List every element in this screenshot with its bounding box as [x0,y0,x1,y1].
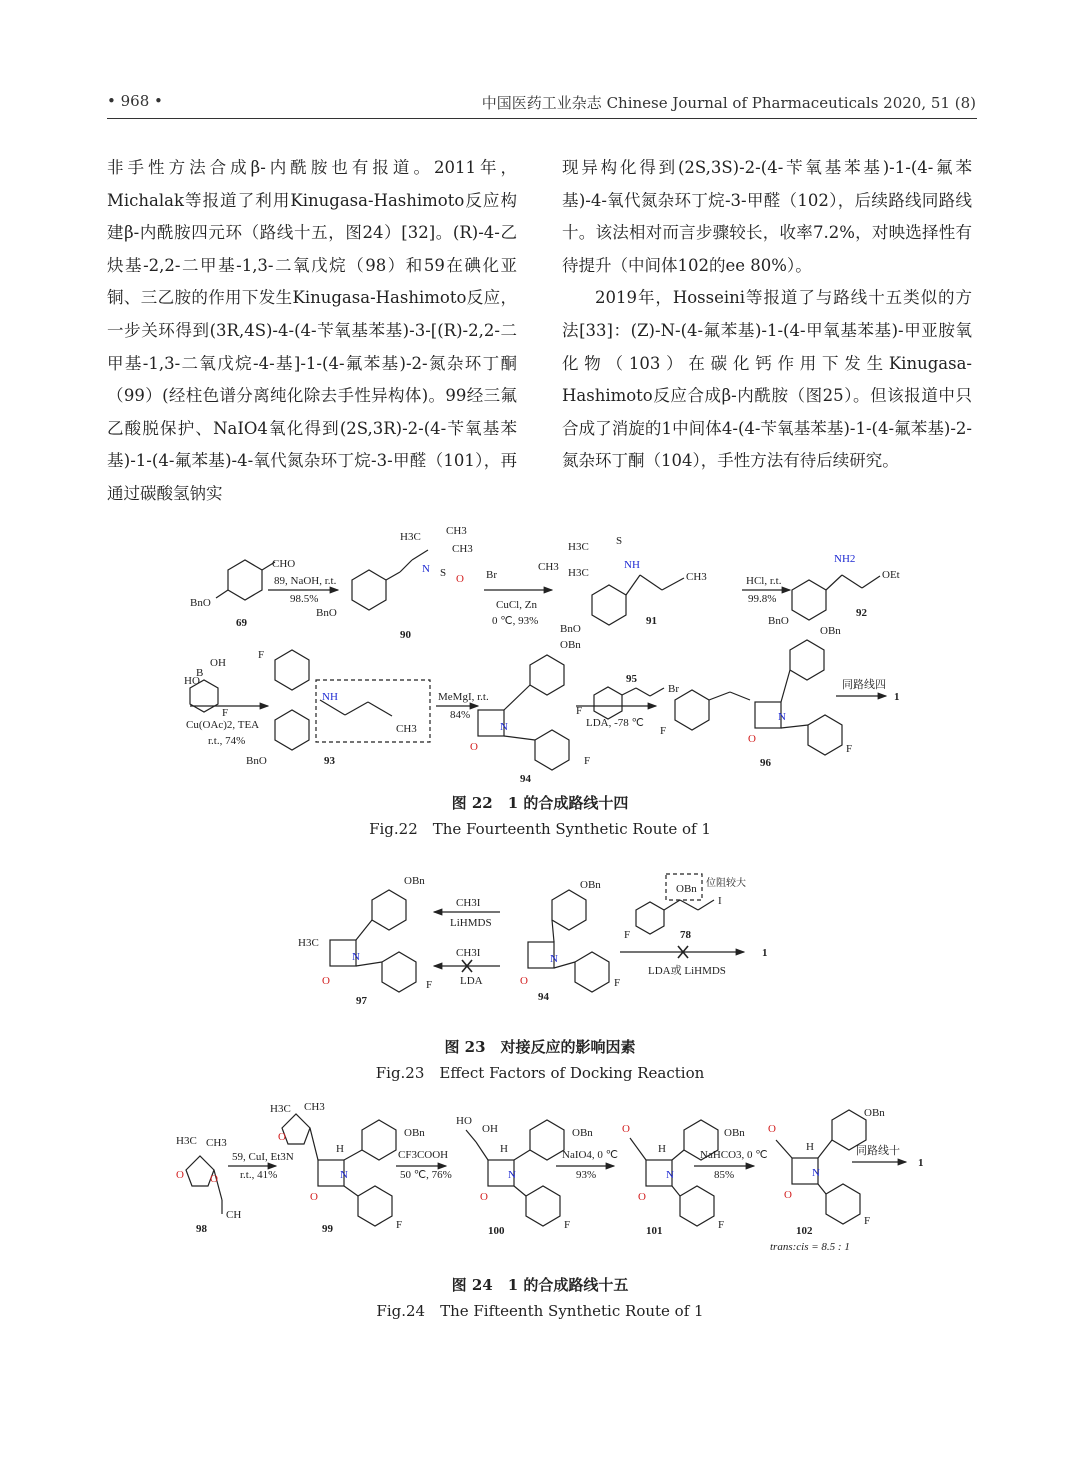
label-obn-99: OBn [404,1127,425,1139]
compound-95: 95 [626,673,637,685]
benzene-ring-94b [535,730,569,770]
fig23-caption-zh: 图 23 对接反应的影响因素 [444,1038,636,1056]
benzene-ring-78 [636,902,664,934]
compound-96: 96 [760,757,771,769]
label-obn-96: OBn [820,625,841,637]
label-h-99: H [336,1143,344,1155]
left-column [107,152,517,511]
label-obn-101: OBn [724,1127,745,1139]
label-b-boronic: B [196,667,204,679]
label-oh-100: OH [482,1123,498,1135]
label-ch3-99: CH3 [304,1101,325,1113]
compound-91: 91 [646,615,657,627]
label-ho-100: HO [456,1115,472,1127]
label-nh-91: NH [624,559,640,571]
steric-note: 位阻较大 [706,878,746,889]
reagent-lda-bot: LDA [460,975,483,987]
label-bno-90: BnO [316,607,337,619]
benzene-ring-96b [790,640,824,680]
label-o-102a: O [768,1123,776,1135]
reagent-69-top: 89, NaOH, r.t. [274,575,337,587]
reagent-100-top: NaIO4, 0 ℃ [562,1149,619,1161]
benzene-ring-94-fig23a [552,890,586,930]
benzene-ring-93b [275,710,309,750]
label-h-102: H [806,1141,814,1153]
fig24-caption-zh: 图 24 1 的合成路线十五 [451,1276,629,1294]
label-f-96b: F [846,743,853,755]
label-oet-92: OEt [882,569,900,581]
compound-94: 94 [520,773,531,785]
label-o-94-fig23: O [520,975,528,987]
label-f-94: F [584,755,591,767]
reagent-93-bot2: r.t., 74% [208,735,246,747]
label-nh2-92: NH2 [834,553,856,565]
label-f-boronic: F [222,707,229,719]
fig23-scheme [0,870,1080,1020]
label-o-100: O [480,1191,488,1203]
compound-100: 100 [488,1225,505,1237]
compound-1-fig24: 1 [918,1157,924,1169]
label-obn-94: OBn [560,639,581,651]
label-f-93: F [258,649,265,661]
compound-92: 92 [856,607,867,619]
fig22-caption-zh: 图 22 1 的合成路线十四 [451,794,629,812]
reagent-78-bot: LDA或 LiHMDS [648,965,726,977]
fig22-scheme [0,520,1080,790]
compound-1-fig22: 1 [894,691,900,703]
benzene-ring-100a [530,1120,564,1160]
compound-102: 102 [796,1225,813,1237]
benzene-ring-102a [832,1110,866,1150]
compound-69: 69 [236,617,247,629]
label-bno-92: BnO [768,615,789,627]
fig24-scheme [0,1100,1080,1260]
benzene-ring-93a [275,650,309,690]
label-o-101b: O [638,1191,646,1203]
benzene-ring-101b [680,1186,714,1226]
label-obn-100: OBn [572,1127,593,1139]
reagent-69-bot: 98.5% [290,593,319,605]
benzene-ring-97a [372,890,406,930]
label-n-100: N [508,1169,516,1181]
label-f-102: F [864,1215,871,1227]
benzene-ring-91 [592,585,626,625]
compound-93: 93 [324,755,335,767]
label-ch3-90b: CH3 [452,543,473,555]
compound-97: 97 [356,995,367,1007]
label-n-101: N [666,1169,674,1181]
label-o-94: O [470,741,478,753]
label-h3c-91b: H3C [568,567,589,579]
reagent-90-bot2: 0 ℃, 93% [492,615,539,627]
benzene-ring-92 [792,580,826,620]
page-number: • 968 • [107,92,163,110]
label-h3c-98: H3C [176,1135,197,1147]
right-column [562,152,972,478]
label-o-90: O [456,573,464,585]
label-o-98b: O [210,1173,218,1185]
label-h3c-97: H3C [298,937,319,949]
benzene-ring-102b [826,1184,860,1224]
reagent-lihmds-bot: LiHMDS [450,917,492,929]
label-h3c-90: H3C [400,531,421,543]
label-o-98a: O [176,1169,184,1181]
reagent-91-top: HCl, r.t. [746,575,782,587]
label-o-102b: O [784,1189,792,1201]
label-f-95: F [576,705,583,717]
label-obn-102: OBn [864,1107,885,1119]
label-f-96a: F [660,725,667,737]
label-br-95: Br [668,683,679,695]
reagent-94-top: MeMgI, r.t. [438,691,489,703]
reagent-91-bot: 99.8% [748,593,777,605]
label-o-101a: O [622,1123,630,1135]
label-h3c-99: H3C [270,1103,291,1115]
reagent-96-top: 同路线四 [842,679,886,691]
label-o-99: O [278,1131,286,1143]
label-n-96: N [778,711,786,723]
left-paragraph: 非手性方法合成β-内酰胺也有报道。2011年，Michalak等报道了利用Kinugasa-Hashimoto反应构建β-内酰胺四元环（路线十五，图24）[32]。(R)-4-乙炔基-2,2-二甲基-1,3-二氧戊烷（98）和59在碘化亚铜、三乙胺的作用下发生Kinugasa-Hashimoto反应，一步关环得到(3R,4S)-4-(4-苄氧基苯基)-3-[(R)-2,2-二甲基-1,3-二氧戊烷-4-基]-1-(4-氟苯基)-2-氮杂环丁酮（99）(经柱色谱分离纯化除去手性异构体)。99经三氟乙酸脱保护、NaIO4氧化得到(2S,3R)-2-(4-苄氧基苯基)-1-(4-氟苯基)-4-氧代氮杂环丁烷-3-甲醛（101），再通过碳酸氢钠实 [107,158,517,503]
label-n-102: N [812,1167,820,1179]
label-bno-91: BnO [560,623,581,635]
label-obn-97: OBn [404,875,425,887]
reagent-101-top: NaHCO3, 0 ℃ [700,1149,768,1161]
reagent-lihmds-top: CH3I [456,897,481,909]
label-n-90: N [422,563,430,575]
label-h-100: H [500,1143,508,1155]
right-paragraph-2: 2019年，Hosseini等报道了与路线十五类似的方法[33]：(Z)-N-(4-氟苯基)-1-(4-甲氧基苯基)-甲亚胺氧化物（103）在碳化钙作用下发生Kinugasa-Hashimoto反应合成β-内酰胺（图25）。但该报道中只合成了消旋的1中间体4-(4-苄氧基苯基)-1-(4-氟苯基)-2-氮杂环丁酮（104），手性方法有待后续研究。 [562,288,972,471]
label-f-100: F [564,1219,571,1231]
label-f-94-fig23: F [614,977,621,989]
reagent-102-top: 同路线十 [856,1145,900,1157]
fig24-caption-en: Fig.24 The Fifteenth Synthetic Route of 1 [376,1302,704,1320]
compound-78: 78 [680,929,691,941]
trans-cis-ratio: trans:cis = 8.5 : 1 [770,1241,850,1253]
benzene-ring-99b [358,1186,392,1226]
reagent-lda-top: CH3I [456,947,481,959]
compound-1-fig23: 1 [762,947,768,959]
label-o-97: O [322,975,330,987]
benzene-ring-96a [675,690,709,730]
reagent-98-top: 59, CuI, Et3N [232,1151,294,1163]
compound-98: 98 [196,1223,207,1235]
label-o-99b: O [310,1191,318,1203]
label-h3c-91a: H3C [568,541,589,553]
reagent-98-bot: r.t., 41% [240,1169,278,1181]
benzene-ring-69 [228,560,262,600]
label-cho: CHO [272,558,296,570]
compound-90: 90 [400,629,411,641]
right-paragraph-1: 现异构化得到(2S,3S)-2-(4-苄氧基苯基)-1-(4-氟苯基)-4-氧代氮杂环丁烷-3-甲醛（102），后续路线同路线十。该法相对而言步骤较长，收率7.2%，对映选择性有待提升（中间体102的ee 80%）。 [562,158,972,275]
label-n-94-fig23: N [550,953,558,965]
benzene-ring-94-fig23b [575,952,609,992]
label-s-91: S [616,535,623,547]
label-ch3-93: CH3 [396,723,417,735]
label-i-78: I [718,895,722,907]
reagent-100-bot: 93% [576,1169,597,1181]
label-f-99: F [396,1219,403,1231]
compound-101: 101 [646,1225,663,1237]
label-bno-93: BnO [246,755,267,767]
label-ch3-91: CH3 [686,571,707,583]
label-f-78: F [624,929,631,941]
compound-99: 99 [322,1223,333,1235]
label-o-96: O [748,733,756,745]
benzene-ring-99a [362,1120,396,1160]
benzene-ring-90 [352,570,386,610]
label-f-101: F [718,1219,725,1231]
label-oh-boronic: OH [210,657,226,669]
fig22-caption-en: Fig.22 The Fourteenth Synthetic Route of 1 [369,820,711,838]
label-f-97: F [426,979,433,991]
benzene-ring-100b [526,1186,560,1226]
reagent-96-bot: LDA, -78 ℃ [586,717,644,729]
label-h-101: H [658,1143,666,1155]
reagent-99-bot: 50 ℃, 76% [400,1169,452,1181]
compound-94-fig23: 94 [538,991,549,1003]
label-bno-69: BnO [190,597,211,609]
benzene-ring-96c [808,715,842,755]
dioxolane-ring-99 [282,1114,310,1144]
label-ho-boronic: HO [184,675,200,687]
reagent-101-bot: 85% [714,1169,735,1181]
benzene-ring-95 [594,687,622,719]
benzene-ring-97b [382,952,416,992]
benzene-ring-94a [530,655,564,695]
label-s-90: S [440,567,447,579]
label-n-99: N [340,1169,348,1181]
label-ch3-reagent: CH3 [538,561,559,573]
journal-header: 中国医药工业杂志 Chinese Journal of Pharmaceuticals 2020, 51 (8) [481,94,976,112]
reagent-94-bot: 84% [450,709,471,721]
reagent-99-top: CF3COOH [398,1149,449,1161]
label-obn-94-fig23: OBn [580,879,601,891]
label-ch3-90a: CH3 [446,525,467,537]
reagent-93-bot1: Cu(OAc)2, TEA [186,719,260,731]
label-ch3-98: CH3 [206,1137,227,1149]
label-ch-98: CH [226,1209,242,1221]
fig23-caption-en: Fig.23 Effect Factors of Docking Reaction [375,1064,705,1082]
header-rule [107,118,977,119]
label-n-97: N [352,951,360,963]
label-br-90: Br [486,569,497,581]
label-nh-93: NH [322,691,338,703]
label-n-94: N [500,721,508,733]
reagent-90-bot1: CuCl, Zn [496,599,537,611]
label-obn-78: OBn [676,883,697,895]
